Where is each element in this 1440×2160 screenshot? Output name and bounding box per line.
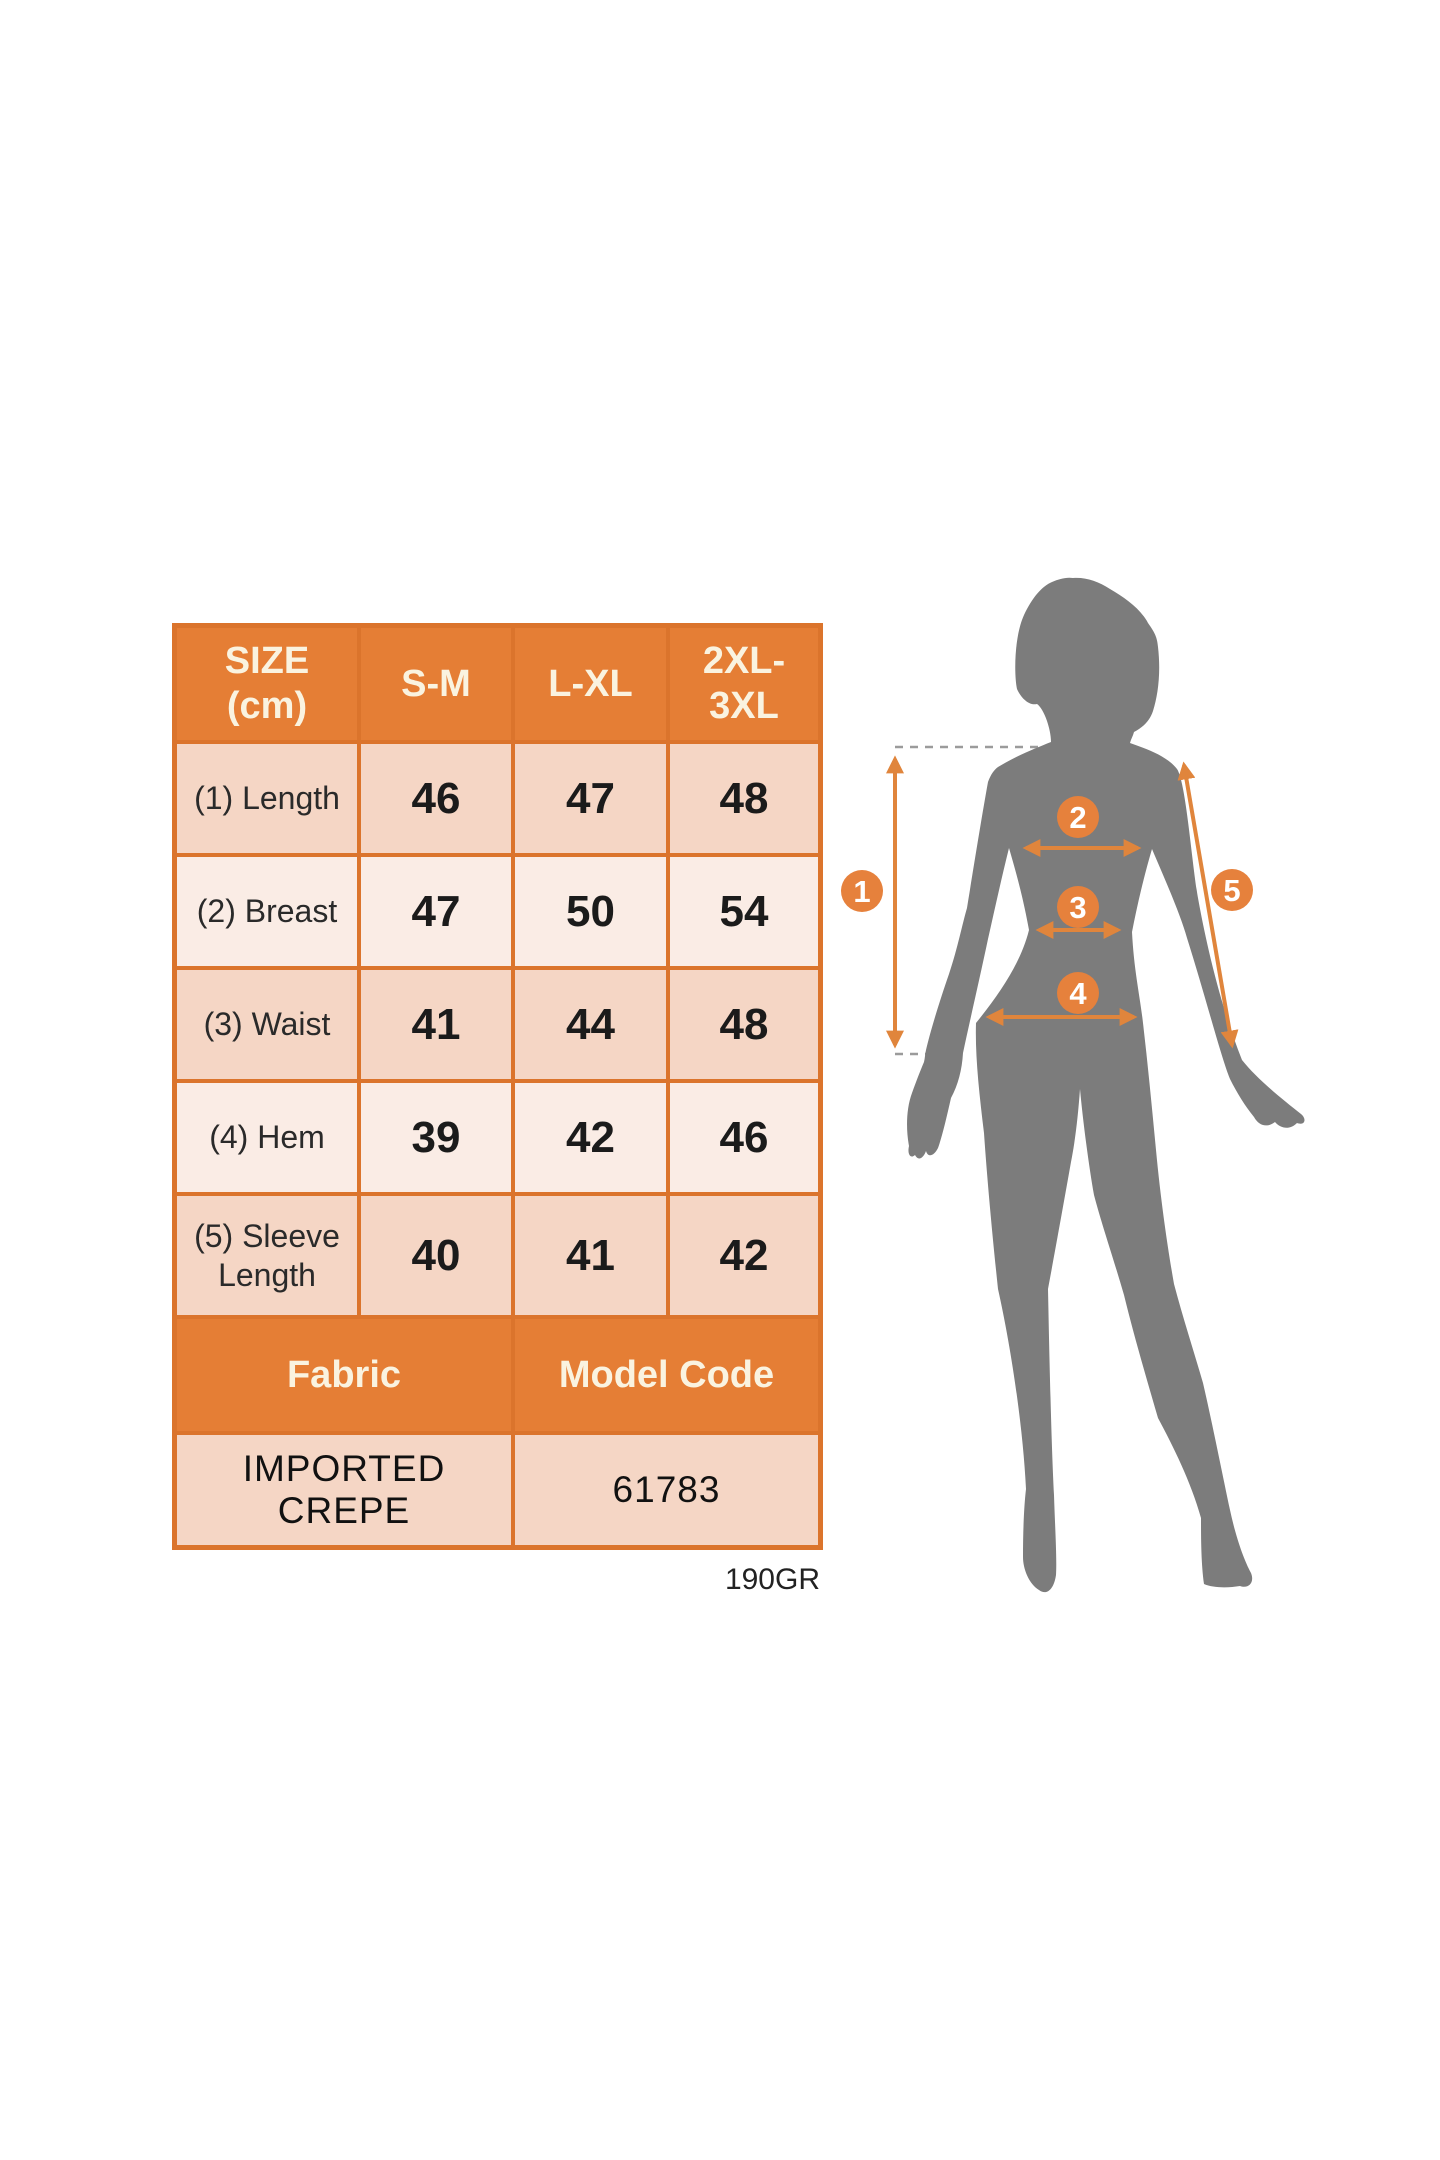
row-label-waist: (3) Waist	[177, 970, 357, 1079]
row-label-sleeve-length: (5) Sleeve Length	[177, 1196, 357, 1315]
value-sleeve-2xl-3xl: 42	[670, 1196, 818, 1315]
row-label-hem: (4) Hem	[177, 1083, 357, 1192]
measure-badge-2	[1057, 796, 1099, 838]
female-silhouette	[907, 578, 1304, 1592]
value-sleeve-l-xl: 41	[515, 1196, 666, 1315]
value-sleeve-s-m: 40	[361, 1196, 511, 1315]
column-header-l-xl: L-XL	[515, 628, 666, 740]
value-waist-l-xl: 44	[515, 970, 666, 1079]
badge-number: 5	[1223, 873, 1241, 908]
measure-badge-1	[841, 870, 883, 912]
value-waist-2xl-3xl: 48	[670, 970, 818, 1079]
badge-number: 1	[853, 874, 871, 909]
value-hem-l-xl: 42	[515, 1083, 666, 1192]
value-breast-s-m: 47	[361, 857, 511, 966]
row-label-length: (1) Length	[177, 744, 357, 853]
value-length-2xl-3xl: 48	[670, 744, 818, 853]
value-breast-2xl-3xl: 54	[670, 857, 818, 966]
row-label-breast: (2) Breast	[177, 857, 357, 966]
column-header-s-m: S-M	[361, 628, 511, 740]
value-breast-l-xl: 50	[515, 857, 666, 966]
value-waist-s-m: 41	[361, 970, 511, 1079]
value-length-s-m: 46	[361, 744, 511, 853]
badge-number: 2	[1069, 800, 1087, 835]
fabric-header: Fabric	[177, 1319, 511, 1431]
fabric-value: IMPORTED CREPE	[177, 1435, 511, 1545]
model-code-header: Model Code	[515, 1319, 818, 1431]
badge-number: 3	[1069, 890, 1087, 925]
size-unit-header-label: SIZE (cm)	[224, 640, 310, 727]
model-code-value: 61783	[515, 1435, 818, 1545]
weight-note: 190GR	[724, 1563, 820, 1596]
female-silhouette-diagram	[830, 575, 1320, 1595]
size-unit-header-cell	[177, 628, 357, 740]
size-table	[172, 623, 823, 1550]
value-length-l-xl: 47	[515, 744, 666, 853]
value-hem-2xl-3xl: 46	[670, 1083, 818, 1192]
value-hem-s-m: 39	[361, 1083, 511, 1192]
measure-badge-3	[1057, 886, 1099, 928]
badge-number: 4	[1069, 976, 1087, 1011]
measurement-figure	[830, 575, 1320, 1595]
measure-badge-5	[1211, 869, 1253, 911]
measure-badge-4	[1057, 972, 1099, 1014]
column-header-2xl-3xl: 2XL-3XL	[670, 628, 818, 740]
